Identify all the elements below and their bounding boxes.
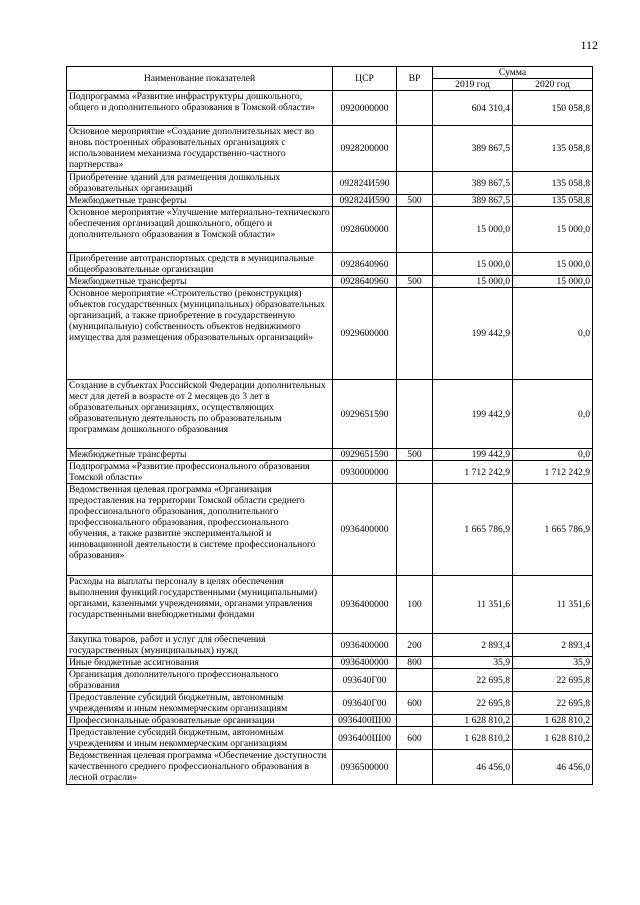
page-number: 112 (580, 38, 598, 52)
row-sum-2020: 0,0 (513, 449, 593, 461)
row-name: Основное мероприятие «Строительство (реконструкция) объектов государственных (муниципальных) образовательных организаций, а также приобретение в государственную (муниципальную) собственность объектов недвижимого имущества для размещения образовательных организаций» (67, 288, 333, 380)
row-sum-2020: 22 695,8 (513, 692, 593, 715)
row-sum-2019: 199 442,9 (433, 380, 513, 449)
table-row (67, 172, 593, 195)
row-sum-2019: 35,9 (433, 657, 513, 669)
row-csr: 0936500000 (333, 750, 397, 785)
row-vr (397, 253, 433, 276)
table-row (67, 91, 593, 126)
row-sum-2020: 1 712 242,9 (513, 461, 593, 484)
row-vr: 500 (397, 276, 433, 288)
row-name: Иные бюджетные ассигнования (67, 657, 333, 669)
row-csr: 0936400000 (333, 576, 397, 634)
table-row (67, 750, 593, 785)
row-sum-2019: 11 351,6 (433, 576, 513, 634)
row-csr: 093640Г00 (333, 692, 397, 715)
table-row (67, 576, 593, 634)
table-row (67, 288, 593, 380)
row-sum-2019: 2 893,4 (433, 634, 513, 657)
table-row (67, 727, 593, 750)
row-csr: 0920000000 (333, 91, 397, 126)
row-name: Приобретение зданий для размещения дошкольных образовательных организаций (67, 172, 333, 195)
table-row (67, 195, 593, 207)
header-csr: ЦСР (333, 67, 397, 91)
row-name: Межбюджетные трансферты (67, 195, 333, 207)
header-year-2019: 2019 год (433, 79, 513, 91)
table-row (67, 126, 593, 172)
row-vr: 200 (397, 634, 433, 657)
row-csr: 0936400000 (333, 484, 397, 576)
row-sum-2020: 0,0 (513, 288, 593, 380)
row-name: Подпрограмма «Развитие инфраструктуры дошкольного, общего и дополнительного образования в Томской области» (67, 91, 333, 126)
row-vr (397, 669, 433, 692)
row-csr: 0928640960 (333, 253, 397, 276)
row-vr: 600 (397, 727, 433, 750)
budget-table (66, 66, 593, 785)
row-sum-2020: 1 628 810,2 (513, 715, 593, 727)
table-header (67, 67, 593, 91)
row-sum-2020: 135 058,8 (513, 195, 593, 207)
row-csr: 0936400000 (333, 657, 397, 669)
row-sum-2019: 15 000,0 (433, 253, 513, 276)
row-vr: 600 (397, 692, 433, 715)
row-sum-2020: 1 628 810,2 (513, 727, 593, 750)
row-name: Профессиональные образовательные организации (67, 715, 333, 727)
row-sum-2019: 604 310,4 (433, 91, 513, 126)
row-csr: 0929600000 (333, 288, 397, 380)
row-sum-2019: 1 628 810,2 (433, 727, 513, 750)
row-sum-2020: 2 893,4 (513, 634, 593, 657)
row-vr (397, 126, 433, 172)
row-name: Предоставление субсидий бюджетным, автономным учреждениям и иным некоммерческим организациям (67, 692, 333, 715)
row-csr: 0936400Ш00 (333, 727, 397, 750)
row-vr (397, 380, 433, 449)
table-row (67, 461, 593, 484)
row-name: Основное мероприятие «Улучшение материально-технического обеспечения организаций дошкольного, общего и дополнительного образования в Томской области» (67, 207, 333, 253)
row-sum-2019: 389 867,5 (433, 195, 513, 207)
row-vr (397, 484, 433, 576)
row-sum-2020: 1 665 786,9 (513, 484, 593, 576)
row-sum-2020: 15 000,0 (513, 276, 593, 288)
row-vr (397, 207, 433, 253)
row-sum-2020: 135 058,8 (513, 126, 593, 172)
table-row (67, 692, 593, 715)
row-csr: 0928600000 (333, 207, 397, 253)
row-sum-2020: 15 000,0 (513, 253, 593, 276)
row-name: Межбюджетные трансферты (67, 276, 333, 288)
row-name: Межбюджетные трансферты (67, 449, 333, 461)
header-sum: Сумма (433, 67, 593, 79)
row-vr: 800 (397, 657, 433, 669)
row-csr: 092824И590 (333, 172, 397, 195)
row-name: Организация дополнительного профессионального образования (67, 669, 333, 692)
row-vr (397, 715, 433, 727)
row-sum-2020: 35,9 (513, 657, 593, 669)
row-sum-2019: 1 665 786,9 (433, 484, 513, 576)
row-sum-2020: 0,0 (513, 380, 593, 449)
row-name: Подпрограмма «Развитие профессионального образования Томской области» (67, 461, 333, 484)
table-row (67, 449, 593, 461)
row-csr: 0928640960 (333, 276, 397, 288)
row-csr: 0936400Ш00 (333, 715, 397, 727)
row-csr: 092824И590 (333, 195, 397, 207)
header-vr: ВР (397, 67, 433, 91)
header-name: Наименование показателей (67, 67, 333, 91)
row-vr (397, 750, 433, 785)
row-sum-2019: 199 442,9 (433, 449, 513, 461)
row-name: Закупка товаров, работ и услуг для обеспечения государственных (муниципальных) нужд (67, 634, 333, 657)
table-row (67, 484, 593, 576)
row-sum-2019: 199 442,9 (433, 288, 513, 380)
row-csr: 093640Г00 (333, 669, 397, 692)
row-name: Основное мероприятие «Создание дополнительных мест во вновь построенных образовательных организациях с использованием механизма государственно-частного партнерства» (67, 126, 333, 172)
row-csr: 0936400000 (333, 634, 397, 657)
table-row (67, 380, 593, 449)
row-name: Расходы на выплаты персоналу в целях обеспечения выполнения функций государственными (муниципальными) органами, казенными учреждениями, органами управления государственными внебюджетными фондами (67, 576, 333, 634)
row-sum-2019: 15 000,0 (433, 207, 513, 253)
row-name: Ведомственная целевая программа «Организация предоставления на территории Томской области среднего профессионального образования, дополнительного профессионального образования, профессионального обучения, а также развитие экспериментальной и инновационной деятельности в системе профессионального образования» (67, 484, 333, 576)
row-sum-2020: 22 695,8 (513, 669, 593, 692)
table-row (67, 715, 593, 727)
row-name: Создание в субъектах Российской Федерации дополнительных мест для детей в возрасте от 2 месяцев до 3 лет в образовательных организациях, осуществляющих образовательную деятельность по образовательным программам дошкольного образования (67, 380, 333, 449)
row-sum-2020: 46 456,0 (513, 750, 593, 785)
row-sum-2019: 389 867,5 (433, 126, 513, 172)
row-sum-2019: 1 628 810,2 (433, 715, 513, 727)
table-row (67, 669, 593, 692)
row-sum-2019: 22 695,8 (433, 669, 513, 692)
row-sum-2019: 389 867,5 (433, 172, 513, 195)
table-row (67, 253, 593, 276)
row-name: Приобретение автотранспортных средств в муниципальные общеобразовательные организации (67, 253, 333, 276)
row-sum-2020: 135 058,8 (513, 172, 593, 195)
row-name: Предоставление субсидий бюджетным, автономным учреждениям и иным некоммерческим организациям (67, 727, 333, 750)
row-sum-2020: 15 000,0 (513, 207, 593, 253)
table-row (67, 276, 593, 288)
row-sum-2020: 11 351,6 (513, 576, 593, 634)
row-vr: 100 (397, 576, 433, 634)
header-year-2020: 2020 год (513, 79, 593, 91)
row-sum-2019: 22 695,8 (433, 692, 513, 715)
table-row (67, 634, 593, 657)
row-csr: 0930000000 (333, 461, 397, 484)
row-vr (397, 172, 433, 195)
table-row (67, 657, 593, 669)
row-sum-2020: 150 058,8 (513, 91, 593, 126)
row-csr: 0929651590 (333, 449, 397, 461)
row-vr (397, 288, 433, 380)
row-name: Ведомственная целевая программа «Обеспечение доступности качественного среднего профессионального образования в лесной отрасли» (67, 750, 333, 785)
row-sum-2019: 46 456,0 (433, 750, 513, 785)
row-vr: 500 (397, 195, 433, 207)
table-body (67, 91, 593, 785)
row-vr (397, 91, 433, 126)
table-row (67, 207, 593, 253)
row-csr: 0929651590 (333, 380, 397, 449)
row-vr: 500 (397, 449, 433, 461)
row-csr: 0928200000 (333, 126, 397, 172)
row-sum-2019: 15 000,0 (433, 276, 513, 288)
row-sum-2019: 1 712 242,9 (433, 461, 513, 484)
row-vr (397, 461, 433, 484)
